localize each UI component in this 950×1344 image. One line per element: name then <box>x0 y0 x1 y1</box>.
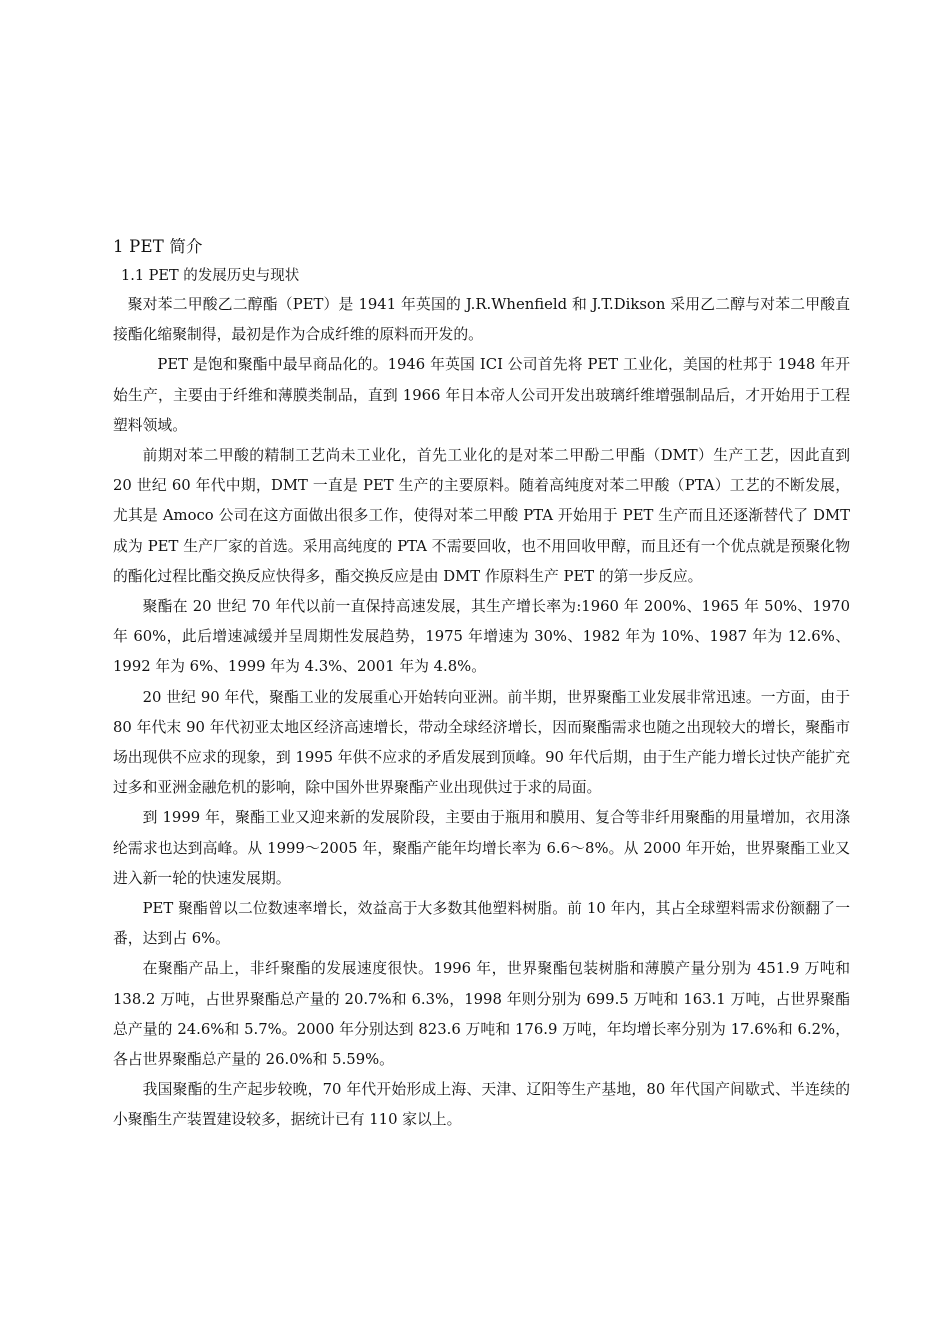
document-body <box>113 232 850 1136</box>
subsection-heading: 1.1 PET 的发展历史与现状 <box>121 268 300 284</box>
paragraph: 20 世纪 90 年代，聚酯工业的发展重心开始转向亚洲。前半期，世界聚酯工业发展非常迅速。一方面，由于 80 年代末 90 年代初亚太地区经济高速增长，带动全球经济增长，因而聚酯需求也随之出现较大的增长，聚酯市场出现供不应求的现象，到 1995 年供不应求的矛盾发展到顶峰。90 年代后期，由于生产能力增长过快产能扩充过多和亚洲金融危机的影响，除中国外世界聚酯产业出现供过于求的局面。 <box>113 688 850 797</box>
paragraph: PET 是饱和聚酯中最早商品化的。1946 年英国 ICI 公司首先将 PET 工业化，美国的杜邦于 1948 年开始生产，主要由于纤维和薄膜类制品，直到 1966 年日本帝人公司开发出玻璃纤维增强制品后，才开始用于工程塑料领域。 <box>113 356 850 434</box>
paragraph: 到 1999 年，聚酯工业又迎来新的发展阶段，主要由于瓶用和膜用、复合等非纤用聚酯的用量增加，衣用涤纶需求也达到高峰。从 1999～2005 年，聚酯产能年均增长率为 6.6～8%。从 2000 年开始，世界聚酯工业又进入新一轮的快速发展期。 <box>113 809 850 887</box>
paragraph: 我国聚酯的生产起步较晚，70 年代开始形成上海、天津、辽阳等生产基地，80 年代国产间歇式、半连续的小聚酯生产装置建设较多，据统计已有 110 家以上。 <box>113 1081 850 1129</box>
paragraph: 前期对苯二甲酸的精制工艺尚未工业化，首先工业化的是对苯二甲酚二甲酯（DMT）生产工艺，因此直到 20 世纪 60 年代中期，DMT 一直是 PET 生产的主要原料。随着高纯度对苯二甲酸（PTA）工艺的不断发展，尤其是 Amoco 公司在这方面做出很多工作，使得对苯二甲酸 PTA 开始用于 PET 生产而且还逐渐替代了 DMT 成为 PET 生产厂家的首选。采用高纯度的 PTA 不需要回收，也不用回收甲醇，而且还有一个优点就是预聚化物的酯化过程比酯交换反应快得多，酯交换反应是由 DMT 作原料生产 PET 的第一步反应。 <box>113 447 850 585</box>
paragraph: PET 聚酯曾以二位数速率增长，效益高于大多数其他塑料树脂。前 10 年内，其占全球塑料需求份额翻了一番，达到占 6%。 <box>113 900 850 948</box>
paragraph: 聚对苯二甲酸乙二醇酯（PET）是 1941 年英国的 J.R.Whenfield 和 J.T.Dikson 采用乙二醇与对苯二甲酸直接酯化缩聚制得，最初是作为合成纤维的原料而开发的。 <box>113 296 850 344</box>
section-heading: 1 PET 简介 <box>113 237 203 256</box>
paragraph: 聚酯在 20 世纪 70 年代以前一直保持高速发展，其生产增长率为:1960 年 200%、1965 年 50%、1970 年 60%，此后增速减缓并呈周期性发展趋势，1975 年增速为 30%、1982 年为 10%、1987 年为 12.6%、1992 年为 6%、1999 年为 4.3%、2001 年为 4.8%。 <box>113 598 850 676</box>
paragraph: 在聚酯产品上，非纤聚酯的发展速度很快。1996 年，世界聚酯包装树脂和薄膜产量分别为 451.9 万吨和 138.2 万吨，占世界聚酯总产量的 20.7%和 6.3%，1998 年则分别为 699.5 万吨和 163.1 万吨，占世界聚酯总产量的 24.6%和 5.7%。2000 年分别达到 823.6 万吨和 176.9 万吨，年均增长率分别为 17.6%和 6.2%，各占世界聚酯总产量的 26.0%和 5.59%。 <box>113 960 850 1069</box>
